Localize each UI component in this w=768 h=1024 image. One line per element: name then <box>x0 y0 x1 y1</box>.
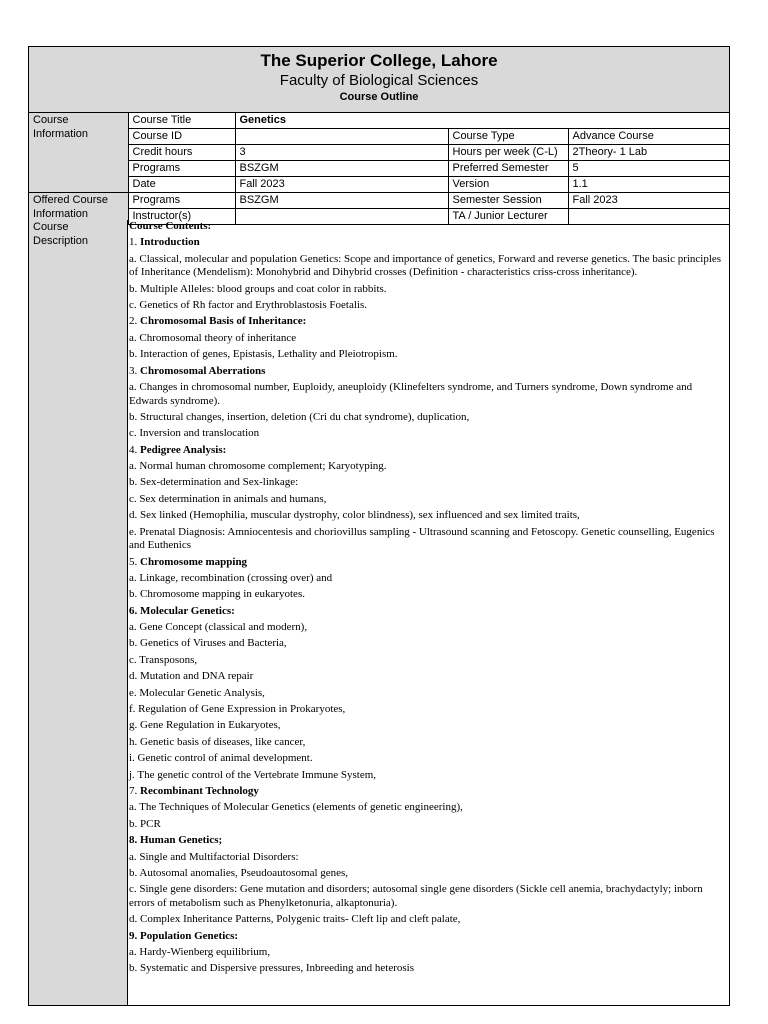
instructor-label: Instructor(s) <box>128 209 235 225</box>
content-line: b. PCR <box>129 817 161 830</box>
preferred-semester-label: Preferred Semester <box>448 161 568 177</box>
version-label: Version <box>448 177 568 193</box>
content-line: 9. Population Genetics: <box>129 929 239 942</box>
content-line: j. The genetic control of the Vertebrate Immune System, <box>129 768 377 781</box>
content-line: f. Regulation of Gene Expression in Prokaryotes, <box>129 703 346 716</box>
table-row <box>29 177 729 193</box>
content-line: h. Genetic basis of diseases, like cancer, <box>129 735 306 748</box>
faculty-name: Faculty of Biological Sciences <box>279 72 479 89</box>
credit-hours-label: Credit hours <box>128 145 235 161</box>
date-value: Fall 2023 <box>235 177 448 193</box>
course-info-label: Course Information <box>29 113 128 193</box>
content-line: c. Transposons, <box>129 653 198 666</box>
offered-programs-value: BSZGM <box>235 193 448 209</box>
course-info-table <box>29 113 729 225</box>
content-line: g. Gene Regulation in Eukaryotes, <box>129 719 281 732</box>
content-line: e. Molecular Genetic Analysis, <box>129 686 265 699</box>
content-line: 2. Chromosomal Basis of Inheritance: <box>129 315 307 328</box>
content-line: c. Single gene disorders: Gene mutation and disorders; autosomal single gene disorders (Sickle cell anemia, brachydactyly; inborn errors of metabolism such as Phenylketonuria, alkaptonuria). <box>129 883 703 909</box>
offered-course-label: Offered Course Information <box>29 193 128 225</box>
content-line: a. Changes in chromosomal number, Euploidy, aneuploidy (Klinefelters syndrome, and Turners syndrome, Down syndrome and Edwards syndrome). <box>129 381 693 407</box>
content-line: a. Classical, molecular and population Genetics: Scope and importance of genetics, Forward and reverse genetics. The basic principles of Inheritance (Mendelism): Monohybrid and Dihybrid crosses (Definition - characteristics criss-cross inheritance). <box>129 252 722 279</box>
content-line: 8. Human Genetics; <box>129 834 223 847</box>
semester-session-label: Semester Session <box>448 193 568 209</box>
college-name: The Superior College, Lahore <box>260 51 498 70</box>
table-row <box>29 161 729 177</box>
content-line: i. Genetic control of animal development. <box>129 752 313 765</box>
content-line: c. Inversion and translocation <box>129 427 260 440</box>
programs-value: BSZGM <box>235 161 448 177</box>
content-line: 4. Pedigree Analysis: <box>129 443 227 456</box>
hours-per-week-value: 2Theory- 1 Lab <box>568 145 729 161</box>
content-line: b. Systematic and Dispersive pressures, Inbreeding and heterosis <box>129 962 415 975</box>
content-line: b. Autosomal anomalies, Pseudoautosomal genes, <box>129 866 349 879</box>
table-row <box>29 129 729 145</box>
document-title: Course Outline <box>339 91 419 103</box>
content-line: b. Interaction of genes, Epistasis, Lethality and Pleiotropism. <box>129 348 398 361</box>
content-line: d. Sex linked (Hemophilia, muscular dystrophy, color blindness), sex influenced and sex limited traits, <box>129 509 580 522</box>
course-title-label: Course Title <box>128 113 235 129</box>
semester-session-value: Fall 2023 <box>568 193 729 209</box>
content-line: a. Normal human chromosome complement; Karyotyping. <box>129 460 387 473</box>
table-row <box>29 145 729 161</box>
offered-programs-label: Programs <box>128 193 235 209</box>
course-description-section <box>29 220 729 1005</box>
content-line: a. Linkage, recombination (crossing over) and <box>129 571 333 584</box>
content-line: 6. Molecular Genetics: <box>129 604 235 617</box>
document-header <box>29 47 729 113</box>
course-description-label: Course Description <box>29 220 128 1005</box>
content-line: b. Genetics of Viruses and Bacteria, <box>129 637 287 650</box>
content-line: b. Chromosome mapping in eukaryotes. <box>129 588 305 601</box>
content-line: b. Structural changes, insertion, deletion (Cri du chat syndrome), duplication, <box>129 410 470 423</box>
content-line: b. Sex-determination and Sex-linkage: <box>129 476 299 489</box>
course-title-value: Genetics <box>235 113 729 129</box>
content-line: a. Gene Concept (classical and modern), <box>129 621 308 634</box>
course-contents-heading: Course Contents: <box>129 220 212 232</box>
content-line: a. Single and Multifactorial Disorders: <box>129 850 299 863</box>
course-id-value <box>235 129 448 145</box>
content-line: c. Genetics of Rh factor and Erythroblastosis Foetalis. <box>129 299 367 312</box>
content-line: a. The Techniques of Molecular Genetics (elements of genetic engineering), <box>129 801 463 814</box>
programs-label: Programs <box>128 161 235 177</box>
content-line: a. Chromosomal theory of inheritance <box>129 331 297 344</box>
content-line: 7. Recombinant Technology <box>129 785 259 797</box>
course-outline-sheet <box>28 46 730 1006</box>
ta-label: TA / Junior Lecturer <box>448 209 568 225</box>
course-type-value: Advance Course <box>568 129 729 145</box>
content-line: d. Complex Inheritance Patterns, Polygenic traits- Cleft lip and cleft palate, <box>129 913 461 926</box>
course-id-label: Course ID <box>128 129 235 145</box>
content-line: 3. Chromosomal Aberrations <box>129 364 266 377</box>
hours-per-week-label: Hours per week (C-L) <box>448 145 568 161</box>
content-line: b. Multiple Alleles: blood groups and coat color in rabbits. <box>129 282 387 295</box>
course-type-label: Course Type <box>448 129 568 145</box>
content-line: 1. Introduction <box>129 236 200 249</box>
content-line: c. Sex determination in animals and humans, <box>129 492 327 505</box>
content-line: a. Hardy-Wienberg equilibrium, <box>129 946 271 959</box>
date-label: Date <box>128 177 235 193</box>
credit-hours-value: 3 <box>235 145 448 161</box>
content-line: d. Mutation and DNA repair <box>129 670 254 683</box>
content-line: 5. Chromosome mapping <box>129 555 248 568</box>
table-row <box>29 113 729 129</box>
preferred-semester-value: 5 <box>568 161 729 177</box>
content-line: e. Prenatal Diagnosis: Amniocentesis and choriovillus sampling - Ultrasound scanning and Fetoscopy. Genetic counselling, Eugenics and Euthenics <box>129 525 715 552</box>
course-contents <box>128 220 729 1005</box>
table-row <box>29 193 729 209</box>
version-value: 1.1 <box>568 177 729 193</box>
